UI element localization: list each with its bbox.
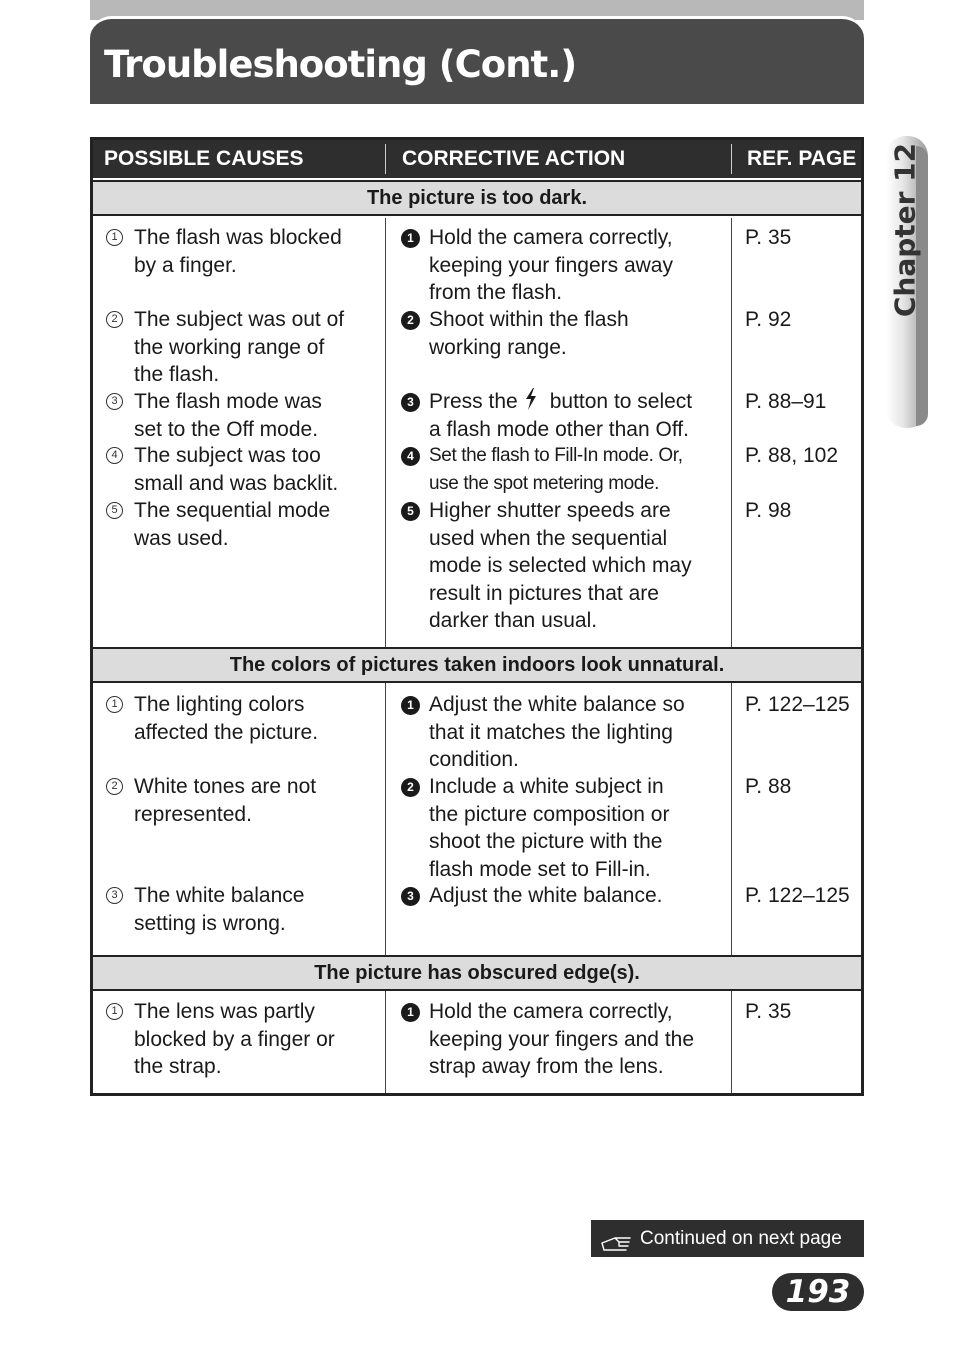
ref-page: P. 88, 102: [745, 444, 839, 467]
text-line: The flash mode was: [134, 390, 322, 413]
page-title: Troubleshooting (Cont.): [104, 43, 577, 86]
column-divider: [731, 683, 732, 955]
troubleshooting-table: [90, 137, 864, 1096]
text-line: The subject was too: [134, 444, 321, 467]
filled-number: 1: [401, 1003, 420, 1022]
title-bar: [90, 16, 864, 104]
text-line: Hold the camera correctly,: [429, 1000, 673, 1023]
cause-text: [134, 306, 344, 389]
column-divider: [731, 991, 732, 1093]
text-line: The flash was blocked: [134, 226, 342, 249]
text-line: Adjust the white balance.: [429, 884, 663, 907]
cause-text: [134, 998, 335, 1081]
text-line: working range.: [429, 335, 567, 359]
circled-number: 5: [106, 502, 123, 519]
circled-number: 1: [106, 229, 123, 246]
filled-number: 3: [401, 393, 420, 412]
text-line: Hold the camera correctly,: [429, 226, 673, 249]
circled-number: 3: [106, 887, 123, 904]
text-line: shoot the picture with the: [429, 830, 663, 853]
text-line: The lens was partly: [134, 1000, 315, 1023]
flash-icon: [524, 388, 538, 410]
column-divider: [385, 991, 386, 1093]
section-heading: The picture has obscured edge(s).: [93, 955, 861, 991]
pointing-hand-icon: [601, 1229, 633, 1266]
action-text: [429, 306, 629, 361]
continued-banner: [591, 1220, 864, 1257]
header-divider: [731, 144, 732, 174]
text-line: result in pictures that are: [429, 581, 659, 605]
ref-page: P. 88–91: [745, 390, 827, 413]
text-line: White tones are not: [134, 775, 317, 798]
section-heading: The picture is too dark.: [93, 180, 861, 216]
text-line: The subject was out of: [134, 308, 345, 331]
text-line: blocked by a finger or: [134, 1027, 335, 1051]
text-line: that it matches the lighting: [429, 720, 673, 744]
cause-text: [134, 224, 342, 279]
text-line: affected the picture.: [134, 720, 319, 744]
circled-number: 2: [106, 311, 123, 328]
ref-page: P. 88: [745, 775, 792, 798]
action-text: [429, 882, 662, 910]
table-header-row: [93, 140, 861, 178]
text-line: small and was backlit.: [134, 471, 339, 495]
text-line: Shoot within the flash: [429, 308, 629, 331]
text-line: set to the Off mode.: [134, 417, 319, 441]
header-corrective-action: CORRECTIVE ACTION: [402, 147, 626, 170]
filled-number: 4: [401, 447, 420, 466]
text-line: the picture composition or: [429, 802, 670, 826]
continued-text: Continued on next page: [640, 1228, 842, 1249]
text-line: the flash.: [134, 363, 220, 386]
text-line: The sequential mode: [134, 499, 331, 522]
ref-page: P. 35: [745, 226, 792, 249]
ref-page: P. 35: [745, 1000, 792, 1023]
text-line: mode is selected which may: [429, 554, 692, 577]
filled-number: 2: [401, 778, 420, 797]
filled-number: 1: [401, 696, 420, 715]
text-line: The white balance: [134, 884, 305, 907]
circled-number: 1: [106, 696, 123, 713]
circled-number: 4: [106, 447, 123, 464]
chapter-label: Chapter 12: [888, 142, 922, 318]
text-line: keeping your fingers away: [429, 253, 673, 277]
header-ref-page: REF. PAGE: [747, 147, 857, 170]
text-line: flash mode set to Fill-in.: [429, 857, 651, 881]
text-line: strap away from the lens.: [429, 1055, 664, 1078]
cause-text: [134, 882, 304, 937]
filled-number: 1: [401, 229, 420, 248]
text-line: Set the flash to Fill-In mode. Or,: [429, 445, 683, 466]
text-line: a flash mode other than Off.: [429, 417, 689, 441]
text-fragment: Press the: [429, 390, 518, 413]
text-line: by a finger.: [134, 253, 237, 277]
cause-text: [134, 691, 318, 746]
text-line: Include a white subject in: [429, 775, 664, 798]
action-text: [429, 773, 669, 883]
header-divider: [385, 144, 386, 174]
page-number: 193: [772, 1273, 864, 1311]
text-line: from the flash.: [429, 281, 563, 304]
text-line: the working range of: [134, 335, 325, 359]
action-text: [429, 388, 692, 443]
cause-text: [134, 442, 338, 497]
text-line: used when the sequential: [429, 526, 668, 550]
text-line: Adjust the white balance so: [429, 693, 685, 716]
text-line: condition.: [429, 748, 519, 771]
ref-page: P. 122–125: [745, 884, 850, 907]
circled-number: 1: [106, 1003, 123, 1020]
action-text: [429, 442, 683, 497]
cause-text: [134, 388, 322, 443]
action-text: [429, 691, 685, 774]
filled-number: 5: [401, 502, 420, 521]
text-line: setting is wrong.: [134, 911, 286, 935]
header-possible-causes: POSSIBLE CAUSES: [104, 147, 304, 170]
filled-number: 3: [401, 887, 420, 906]
ref-page: P. 122–125: [745, 693, 850, 716]
ref-page: P. 92: [745, 308, 792, 331]
text-line: darker than usual.: [429, 609, 598, 632]
action-text: [429, 998, 694, 1081]
circled-number: 2: [106, 778, 123, 795]
text-line: was used.: [134, 526, 229, 550]
section-heading: The colors of pictures taken indoors look unnatural.: [93, 647, 861, 683]
text-line: Higher shutter speeds are: [429, 499, 671, 522]
text-line: keeping your fingers and the: [429, 1027, 695, 1051]
column-divider: [385, 683, 386, 955]
column-divider: [731, 218, 732, 647]
text-line: represented.: [134, 802, 252, 826]
ref-page: P. 98: [745, 499, 792, 522]
column-divider: [385, 218, 386, 647]
circled-number: 3: [106, 393, 123, 410]
text-fragment: button to select: [549, 390, 693, 413]
action-text: [429, 224, 673, 307]
text-line: use the spot metering mode.: [429, 472, 660, 494]
text-line: [429, 388, 692, 416]
text-line: The lighting colors: [134, 693, 305, 716]
text-line: the strap.: [134, 1055, 222, 1078]
cause-text: [134, 773, 316, 828]
action-text: [429, 497, 692, 635]
filled-number: 2: [401, 311, 420, 330]
cause-text: [134, 497, 330, 552]
